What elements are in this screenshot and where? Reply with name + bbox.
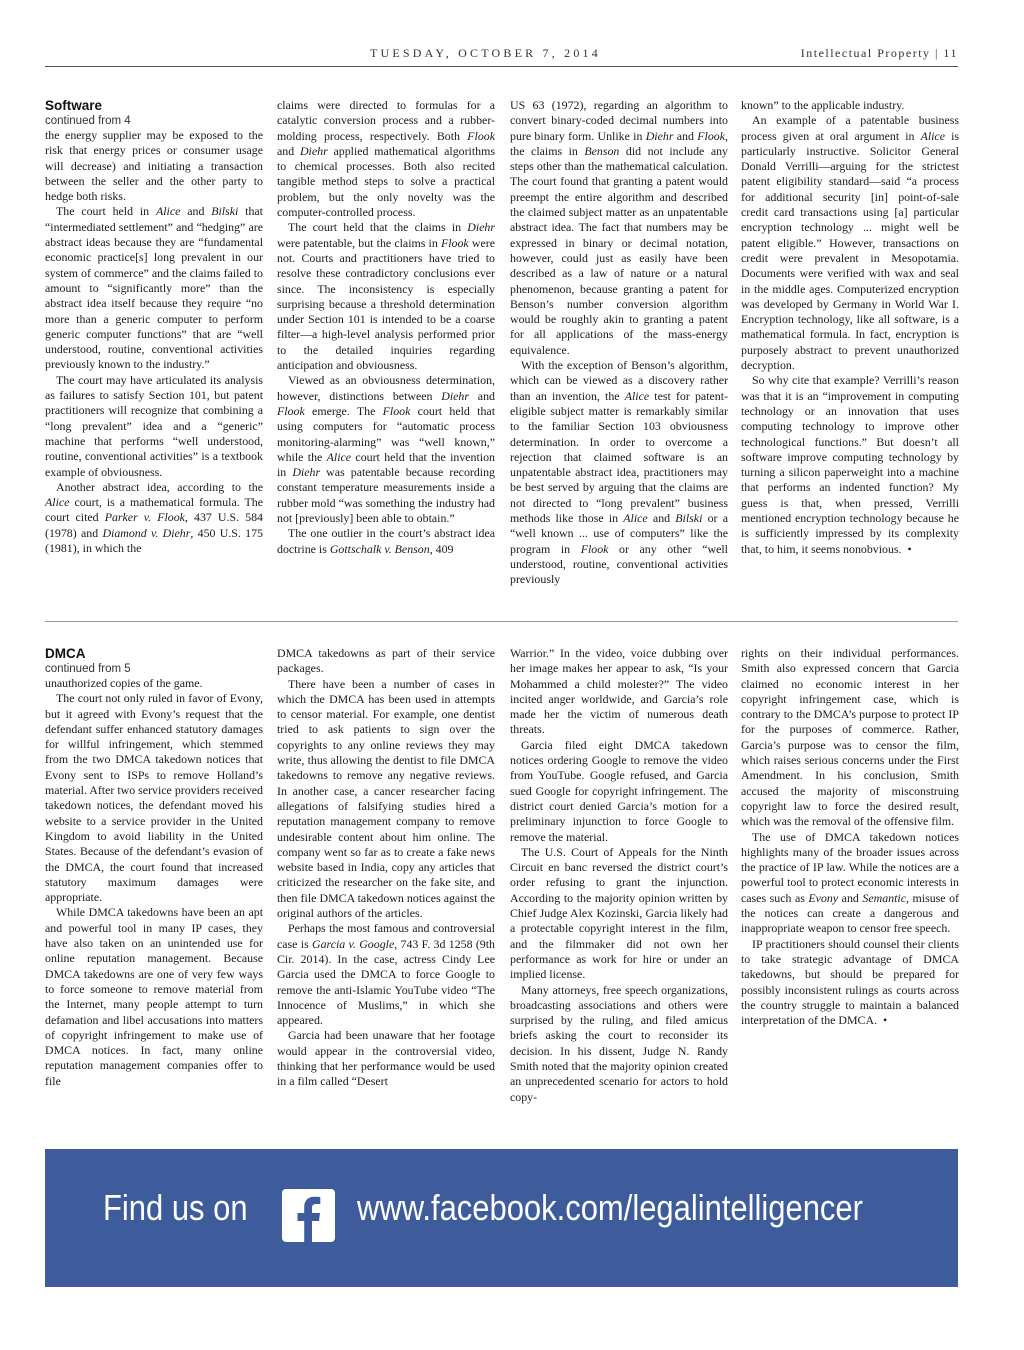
paragraph: Viewed as an obviousness determination, however, distinctions between Diehr and Flook emerge. The Flook court held that using computers for “automatic process monitoring-alarming” was “well known,” while the Alice court held that the invention in Diehr was patentable because recording constant temperature measurements inside a rubber mold “was something the industry had not [previously] been able to obtain.”	[277, 373, 495, 526]
facebook-banner-ad[interactable]	[45, 1149, 958, 1287]
software-col-2-body	[277, 98, 495, 557]
paragraph: Warrior.” In the video, voice dubbing over her image makes her appear to ask, “Is your Mohammed a child molester?” The video incited anger worldwide, and Garcia’s role made her the victim of numerous death threats.	[510, 646, 728, 737]
software-col-4	[741, 98, 959, 557]
paragraph: The use of DMCA takedown notices highlights many of the broader issues across the practice of IP law. While the notices are a powerful tool to protect economic interests in cases such as Evony and Semantic, misuse of the notices can create a dangerous and inappropriate weapon to censor free speech.	[741, 829, 959, 936]
paragraph: There have been a number of cases in which the DMCA has been used in attempts to censor material. For example, one dentist tried to ask patients to sign over the copyrights to any online reviews they may write, thus allowing the dentist to file DMCA takedowns to remove any negative reviews. In another case, a cancer researcher facing allegations of falsifying studies hired a reputation management company to remove undesirable content about him online. The company went so far as to create a fake news website based in India, copy any articles that criticized the researcher on the fake site, and then file DMCA takedown notices against the original authors of the articles.	[277, 676, 495, 921]
paragraph: US 63 (1972), regarding an algorithm to convert binary-coded decimal numbers into pure binary form. Unlike in Diehr and Flook, the claims in Benson did not include any steps other than the mathematical calculation. The court found that granting a patent would preempt the entire algorithm and described the claimed subject matter as an unpatentable abstract idea. The fact that numbers may be expressed in binary or decimal notation, however, could just as easily have been described as a law of nature or a natural phenomenon, because granting a patent for Benson’s number conversion algorithm would be roughly akin to granting a patent for all applications of the mass-energy equivalence.	[510, 98, 729, 357]
paragraph: IP practitioners should counsel their clients to take strategic advantage of DMCA takedowns, but should be prepared for possibly inconsistent rulings as courts across the country struggle to maintain a balanced interpretation of the DMCA. •	[741, 936, 959, 1028]
paragraph: rights on their individual performances. Smith also expressed concern that Garcia claimed no economic interest in her copyright infringement case, which is contrary to the DMCA’s purpose to protect IP for the purposes of commerce. Rather, Garcia’s purpose was to censor the film, which raises serious concerns under the First Amendment. In his conclusion, Smith accused the majority of misconstruing copyright law to force the desired result, which was the removal of the offensive film.	[741, 646, 959, 829]
paragraph: DMCA takedowns as part of their service packages.	[277, 646, 495, 676]
paragraph: An example of a patentable business process given at oral argument in Alice is particularly instructive. Solicitor General Donald Verrilli—arguing for the strictest patent eligibility standard—said “a process for additional security [in] point-of-sale credit card transactions using [a] particular encryption technology ... might well be patent eligible.” However, transactions on credit were prevalent in Mesopotamia. Documents were verified with wax and seal in the middle ages. Computerized encryption was developed by Germany in World War I. Encryption technology, like all software, is a mathematical formula. In fact, encryption is purposely abstract to prevent unauthorized decryption.	[741, 113, 960, 373]
banner-find-text: Find us on	[103, 1187, 248, 1228]
article-divider	[45, 621, 958, 622]
paragraph: While DMCA takedowns have been an apt and powerful tool in many IP cases, they have also taken on an unintended use for online reputation management. Because DMCA takedowns are one of very few ways to force someone to remove material from the Internet, many people attempt to turn defamation and libel accusations into matters of copyright infringement to make use of DMCA notices. In fact, many online reputation management companies offer to file	[45, 905, 263, 1088]
paragraph: Perhaps the most famous and controversial case is Garcia v. Google, 743 F. 3d 1258 (9th Cir. 2014). In the case, actress Cindy Lee Garcia used the DMCA to force Google to remove the anti-Islamic YouTube video “The Innocence of Muslims,” in which she appeared.	[277, 921, 495, 1028]
software-col-1	[45, 98, 263, 556]
software-col-4-body	[741, 98, 959, 557]
software-col-3-body	[510, 98, 728, 588]
paragraph: Another abstract idea, according to the Alice court, is a mathematical formula. The court cited Parker v. Flook, 437 U.S. 584 (1978) and Diamond v. Diehr, 450 U.S. 175 (1981), in which the	[45, 479, 264, 556]
paragraph: the energy supplier may be exposed to the risk that energy prices or consumer usage will decrease) and initiating a transaction between the seller and the other party to hedge both risks.	[45, 128, 263, 204]
dmca-col-4	[741, 646, 959, 1028]
paragraph: With the exception of Benson’s algorithm, which can be viewed as a discovery rather than an invention, the Alice test for patent-eligible subject matter is remarkably similar to the familiar Section 103 obviousness determination. In order to overcome a rejection that claimed software is an unpatentable abstract idea, practitioners may be best served by arguing that the claims are not directed to “long prevalent” business methods like those in Alice and Bilski or a “well known ... use of computers” like the program in Flook or any other “well understood, routine, conventional activities previously	[510, 358, 728, 587]
software-col-1-body	[45, 128, 263, 556]
paragraph: The court not only ruled in favor of Evony, but it agreed with Evony’s request that the defendant suffer enhanced statutory damages for willful infringement, which stemmed from the two DMCA takedown notices that Evony sent to ISPs to remove Holland’s material. After two service providers received takedown notices, the defendant moved his website to a service provider in the United Kingdom to avoid liability in the United States. Because of the defendant’s evasion of the DMCA, the court found that increased statutory maximum damages were appropriate.	[45, 691, 263, 905]
paragraph: unauthorized copies of the game.	[45, 676, 203, 690]
paragraph: So why cite that example? Verrilli’s reason was that it is an “improvement in computing technology or an innovation that uses computing technology to improve other technological functions.” But doesn’t all software improve computing technology by turning a silicon paperweight into a machine that performs an indented function? My guess is that, when pressed, Verrilli mentioned encryption technology because he is sufficiently impressed by its complexity that, to him, it seems nonobvious. •	[741, 373, 959, 556]
dmca-col-3-body	[510, 646, 728, 1105]
software-col-2	[277, 98, 495, 557]
paragraph: The court held in Alice and Bilski that “intermediated settlement” and “hedging” are abstract ideas because they are “fundamental economic practice[s] long prevalent in our system of commerce” and the claims failed to amount to “significantly more” than the abstract idea itself because they require “no more than a generic computer to perform generic computer functions” that are “well understood, routine, conventional activities previously known to the industry.”	[45, 204, 263, 372]
software-kicker: Software	[45, 98, 103, 113]
issue-date: TUESDAY, OCTOBER 7, 2014	[370, 46, 601, 60]
paragraph: Many attorneys, free speech organizations, broadcasting associations and others were surprised by the ruling, and filed amicus briefs asking the court to reconsider its decision. In his dissent, Judge N. Randy Smith noted that the majority opinion created an unprecedented scenario for actors to hold copy-	[510, 982, 728, 1104]
page-header	[45, 46, 958, 66]
paragraph: known” to the applicable industry.	[741, 98, 905, 112]
dmca-col-2	[277, 646, 495, 1090]
paragraph: The court may have articulated its analysis as failures to satisfy Section 101, but patent practitioners will recognize that combining a “long prevalent” idea and a “generic” machine that performs “well understood, routine, conventional activities” is a textbook example of obviousness.	[45, 372, 263, 479]
dmca-kicker: DMCA	[45, 646, 86, 661]
paragraph: claims were directed to formulas for a catalytic conversion process and a rubber-molding process, respectively. Both Flook and Diehr applied mathematical algorithms to chemical processes. Both also recited tangible method steps to solve a practical problem, but the only novelty was the computer-controlled process.	[277, 98, 495, 220]
paragraph: The U.S. Court of Appeals for the Ninth Circuit en banc reversed the district court’s order refusing to grant the injunction. According to the majority opinion written by Chief Judge Alex Kozinski, Garcia likely had a protectable copyright interest in the film, and the filmmaker did not own her performance as work for hire or under an implied license.	[510, 844, 728, 982]
facebook-url-link[interactable]: www.facebook.com/legalintelligencer	[357, 1187, 863, 1228]
software-col-3	[510, 98, 728, 588]
dmca-col-4-body	[741, 646, 959, 1028]
paragraph: The one outlier in the court’s abstract idea doctrine is Gottschalk v. Benson, 409	[277, 526, 495, 556]
dmca-col-3	[510, 646, 728, 1105]
paragraph: Garcia had been unaware that her footage would appear in the controversial video, thinking that her performance would be used in a film called “Desert	[277, 1028, 495, 1089]
facebook-icon	[282, 1189, 335, 1242]
header-rule	[45, 66, 958, 67]
dmca-continued: continued from 5	[45, 663, 131, 675]
paragraph: The court held that the claims in Diehr were patentable, but the claims in Flook were not. Courts and practitioners have tried to resolve these contradictory conclusions ever since. The inconsistency is especially surprising because a threshold determination under Section 101 is intended to be a coarse filter—a high-level analysis performed prior to the detailed inquiries regarding anticipation and obviousness.	[277, 220, 495, 373]
section-page-label: Intellectual Property | 11	[800, 46, 958, 60]
dmca-col-1-body	[45, 676, 263, 1089]
dmca-col-2-body	[277, 646, 495, 1090]
dmca-col-1	[45, 646, 263, 1089]
paragraph: Garcia filed eight DMCA takedown notices ordering Google to remove the video from YouTube. Google refused, and Garcia sued Google for copyright infringement. The district court denied Garcia’s motion for a preliminary injunction to force Google to remove the material.	[510, 737, 728, 844]
software-continued: continued from 4	[45, 115, 131, 127]
